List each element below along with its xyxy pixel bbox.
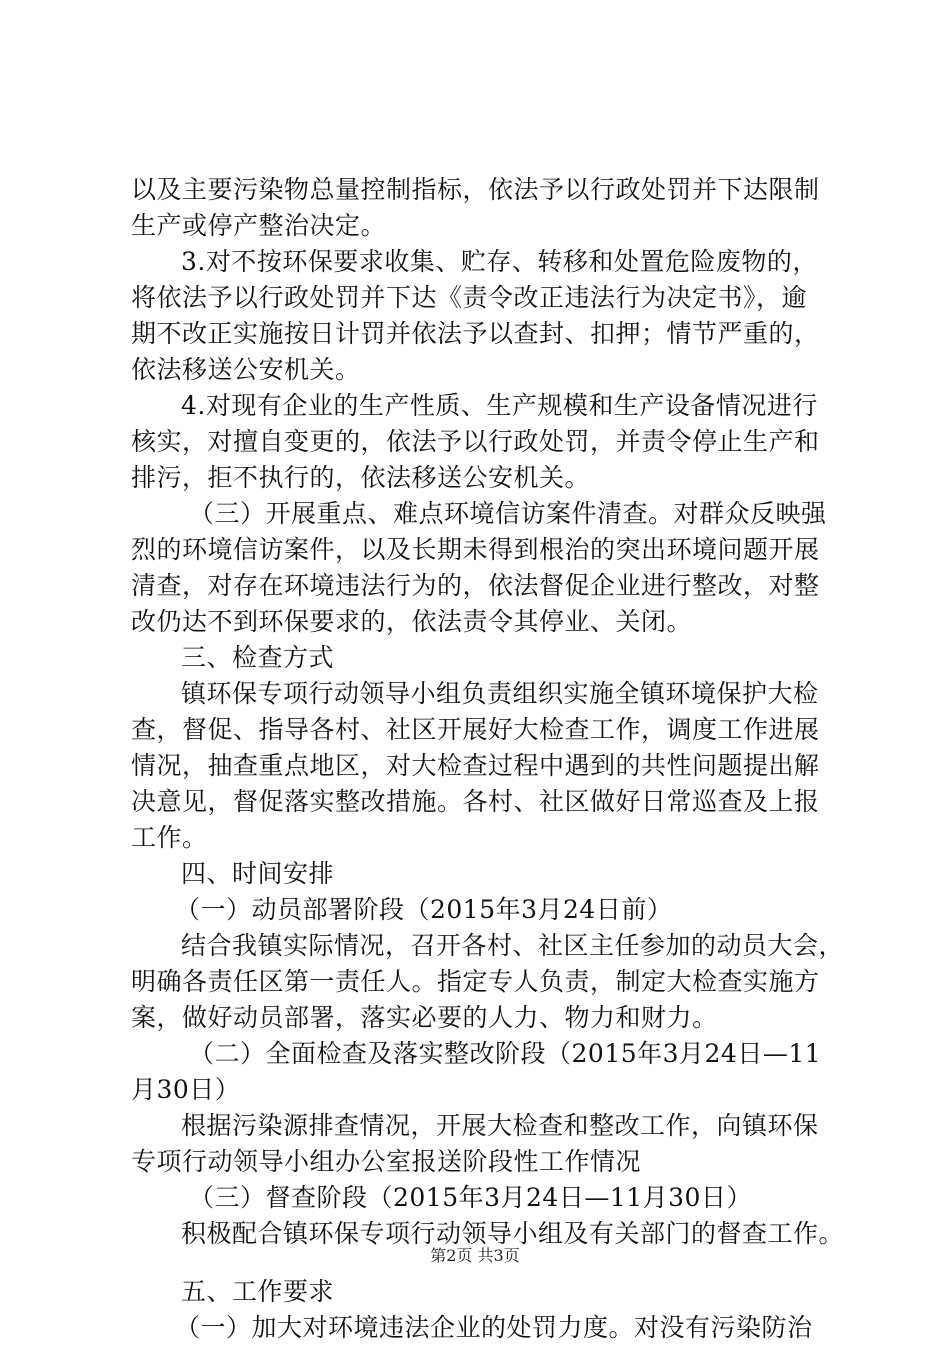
text-line: 工作。 [131,823,208,852]
text-line: 结合我镇实际情况，召开各村、社区主任参加的动员大会， [181,931,845,960]
text-line: 3.对不按环保要求收集、贮存、转移和处置危险废物的， [181,247,818,276]
text-line: 月30日） [131,1075,241,1104]
text-line: 情况，抽查重点地区，对大检查过程中遇到的共性问题提出解 [131,751,820,780]
text-line: 案，做好动员部署，落实必要的人力、物力和财力。 [131,1003,718,1032]
text-line: 排污，拒不执行的，依法移送公安机关。 [131,463,591,492]
text-line: 专项行动领导小组办公室报送阶段性工作情况 [131,1147,642,1176]
text-line: 核实，对擅自变更的，依法予以行政处罚，并责令停止生产和 [131,427,820,456]
text-line: （一）加大对环境违法企业的处罚力度。对没有污染防治 [175,1313,813,1342]
subsection-heading: （二）全面检查及落实整改阶段（2015年3月24日—11 [189,1039,822,1068]
text-line: 镇环保专项行动领导小组负责组织实施全镇环境保护大检 [181,679,819,708]
text-line: 改仍达不到环保要求的，依法责令其停业、关闭。 [131,607,693,636]
text-line: 查，督促、指导各村、社区开展好大检查工作，调度工作进展 [131,715,820,744]
subsection-heading: （三）督查阶段（2015年3月24日—11月30日） [189,1183,752,1212]
section-heading: 四、时间安排 [181,859,335,888]
text-line: 将依法予以行政处罚并下达《责令改正违法行为决定书》，逾 [131,283,808,312]
page-footer: 第2页 共3页 [430,1246,520,1265]
subsection-heading: （一）动员部署阶段（2015年3月24日前） [175,895,673,924]
section-heading: 三、检查方式 [181,643,335,672]
text-line: 生产或停产整治决定。 [131,211,387,240]
text-line: 根据污染源排查情况，开展大检查和整改工作，向镇环保 [181,1111,819,1140]
text-line: 4.对现有企业的生产性质、生产规模和生产设备情况进行 [181,391,818,420]
section-heading: 五、工作要求 [181,1277,335,1306]
text-line: 期不改正实施按日计罚并依法予以查封、扣押；情节严重的， [131,319,820,348]
text-line: 依法移送公安机关。 [131,355,361,384]
text-line: 清查，对存在环境违法行为的，依法督促企业进行整改，对整 [131,571,820,600]
text-line: 积极配合镇环保专项行动领导小组及有关部门的督查工作。 [181,1219,845,1248]
text-line: （三）开展重点、难点环境信访案件清查。对群众反映强 [189,499,827,528]
text-line: 决意见，督促落实整改措施。各村、社区做好日常巡查及上报 [131,787,820,816]
document-body [131,172,845,1346]
text-line: 明确各责任区第一责任人。指定专人负责，制定大检查实施方 [131,967,820,996]
text-line: 以及主要污染物总量控制指标，依法予以行政处罚并下达限制 [131,175,820,204]
text-line: 烈的环境信访案件，以及长期未得到根治的突出环境问题开展 [131,535,820,564]
